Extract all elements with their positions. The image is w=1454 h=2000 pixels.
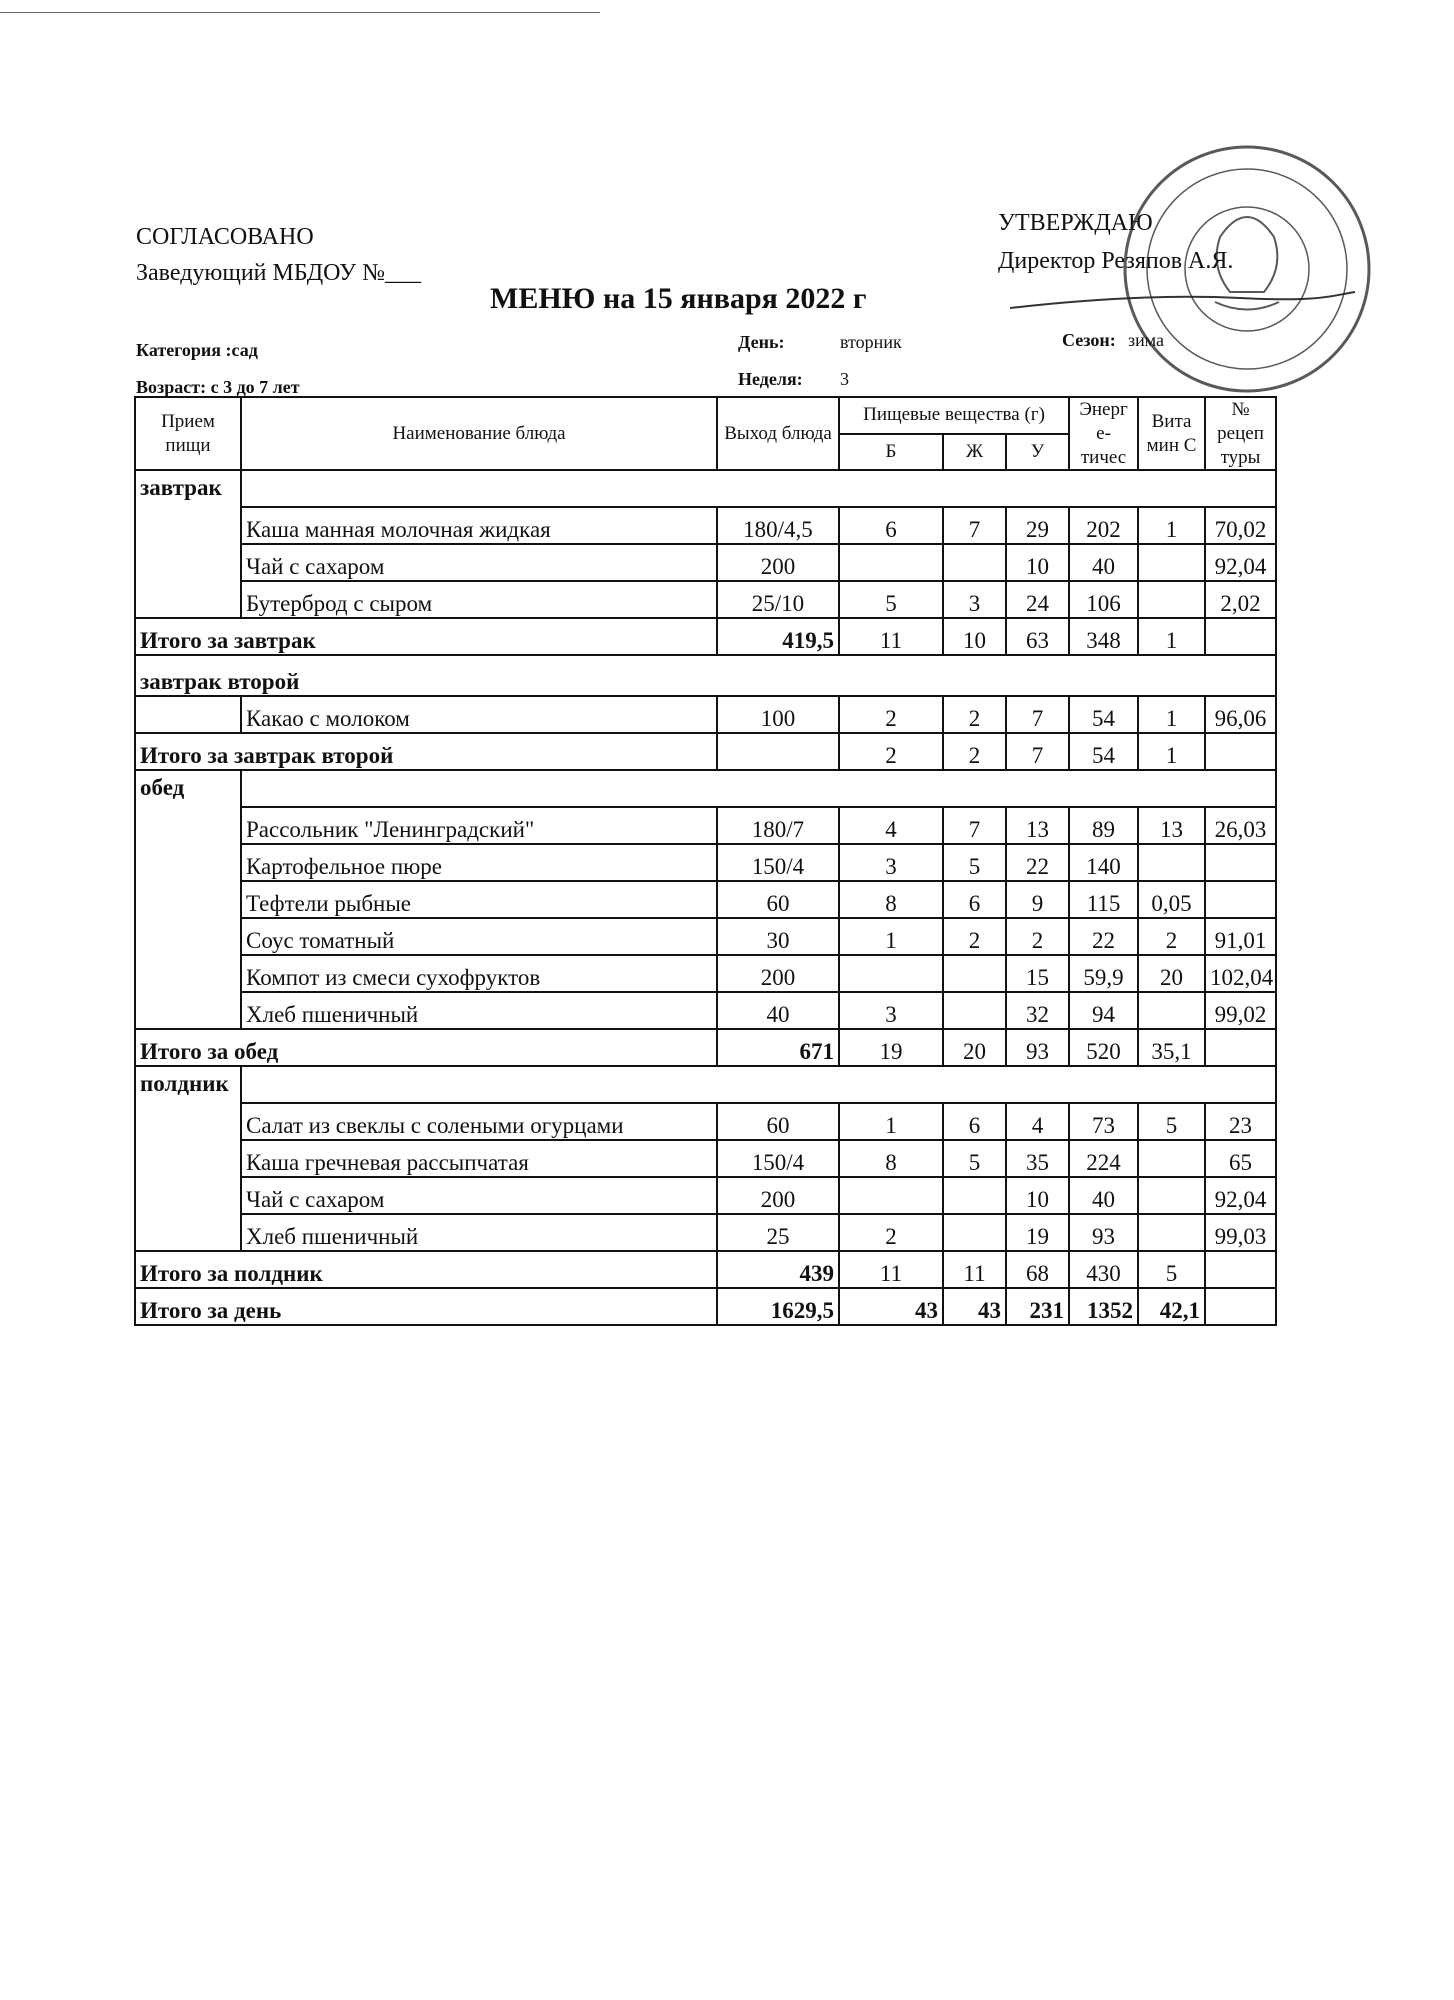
vitamin-c — [1138, 544, 1205, 581]
total-label: Итого за завтрак — [135, 618, 717, 655]
recipe-number: 26,03 — [1205, 807, 1276, 844]
vitamin-c: 13 — [1138, 807, 1205, 844]
empty-cell — [241, 470, 1276, 507]
energy: 202 — [1069, 507, 1138, 544]
table-row — [135, 696, 1276, 733]
fat: 3 — [943, 581, 1006, 618]
total-fat: 11 — [943, 1251, 1006, 1288]
vitamin-c: 20 — [1138, 955, 1205, 992]
scan-edge-line — [0, 12, 600, 13]
season-value: зима — [1128, 330, 1164, 350]
total-row — [135, 1029, 1276, 1066]
recipe-number: 96,06 — [1205, 696, 1276, 733]
dish-name: Картофельное пюре — [241, 844, 717, 881]
carbs: 29 — [1006, 507, 1069, 544]
energy: 106 — [1069, 581, 1138, 618]
table-row — [135, 507, 1276, 544]
yield: 180/4,5 — [717, 507, 839, 544]
recipe-number: 92,04 — [1205, 544, 1276, 581]
carbs: 10 — [1006, 1177, 1069, 1214]
dish-name: Хлеб пшеничный — [241, 992, 717, 1029]
week-value: 3 — [840, 369, 849, 389]
total-energy: 520 — [1069, 1029, 1138, 1066]
fat — [943, 992, 1006, 1029]
approve-label: УТВЕРЖДАЮ — [998, 210, 1153, 236]
day-total-protein: 43 — [839, 1288, 943, 1325]
dish-name: Салат из свеклы с солеными огурцами — [241, 1103, 717, 1140]
yield: 150/4 — [717, 1140, 839, 1177]
fat: 6 — [943, 881, 1006, 918]
dish-name: Каша гречневая рассыпчатая — [241, 1140, 717, 1177]
dish-name: Хлеб пшеничный — [241, 1214, 717, 1251]
total-yield: 439 — [717, 1251, 839, 1288]
section-row — [135, 1066, 1276, 1103]
table-row — [135, 844, 1276, 881]
recipe-number: 2,02 — [1205, 581, 1276, 618]
total-yield: 419,5 — [717, 618, 839, 655]
energy: 93 — [1069, 1214, 1138, 1251]
protein: 5 — [839, 581, 943, 618]
vitamin-c — [1138, 581, 1205, 618]
day-total-energy: 1352 — [1069, 1288, 1138, 1325]
total-protein: 19 — [839, 1029, 943, 1066]
col-header-dish: Наименование блюда — [241, 397, 717, 470]
table-row — [135, 1140, 1276, 1177]
col-header-protein: Б — [839, 434, 943, 471]
week-label: Неделя: — [738, 369, 803, 389]
section-row — [135, 655, 1276, 696]
total-recipe-number — [1205, 733, 1276, 770]
protein: 6 — [839, 507, 943, 544]
carbs: 19 — [1006, 1214, 1069, 1251]
total-recipe-number — [1205, 1029, 1276, 1066]
vitamin-c: 1 — [1138, 507, 1205, 544]
dish-name: Компот из смеси сухофруктов — [241, 955, 717, 992]
protein: 3 — [839, 992, 943, 1029]
recipe-number: 23 — [1205, 1103, 1276, 1140]
meal-label: завтрак второй — [135, 655, 1276, 696]
menu-table — [134, 396, 1277, 1326]
total-vitamin-c: 1 — [1138, 733, 1205, 770]
recipe-number: 99,03 — [1205, 1214, 1276, 1251]
season-label: Сезон: — [1062, 330, 1116, 350]
dish-name: Соус томатный — [241, 918, 717, 955]
total-vitamin-c: 5 — [1138, 1251, 1205, 1288]
yield: 180/7 — [717, 807, 839, 844]
table-header-row — [135, 397, 1276, 434]
total-fat: 10 — [943, 618, 1006, 655]
vitamin-c — [1138, 992, 1205, 1029]
table-row — [135, 1177, 1276, 1214]
total-energy: 348 — [1069, 618, 1138, 655]
meal-label: полдник — [135, 1066, 241, 1251]
col-header-vitamin-c: Вита мин С — [1138, 397, 1205, 470]
protein: 8 — [839, 1140, 943, 1177]
table-row — [135, 1214, 1276, 1251]
vitamin-c: 5 — [1138, 1103, 1205, 1140]
yield: 25/10 — [717, 581, 839, 618]
fat: 7 — [943, 807, 1006, 844]
vitamin-c — [1138, 844, 1205, 881]
energy: 40 — [1069, 544, 1138, 581]
yield: 30 — [717, 918, 839, 955]
table-row — [135, 544, 1276, 581]
empty-cell — [135, 696, 241, 733]
protein — [839, 544, 943, 581]
day-total-recipe-number — [1205, 1288, 1276, 1325]
yield: 40 — [717, 992, 839, 1029]
vitamin-c — [1138, 1177, 1205, 1214]
col-header-energy: Энерг е- тичес — [1069, 397, 1138, 470]
day-total-fat: 43 — [943, 1288, 1006, 1325]
total-vitamin-c: 1 — [1138, 618, 1205, 655]
total-fat: 20 — [943, 1029, 1006, 1066]
head-of-label: Заведующий МБДОУ №___ — [136, 260, 421, 286]
yield: 60 — [717, 881, 839, 918]
fat: 7 — [943, 507, 1006, 544]
table-row — [135, 918, 1276, 955]
energy: 89 — [1069, 807, 1138, 844]
table-row — [135, 881, 1276, 918]
protein: 1 — [839, 1103, 943, 1140]
protein: 2 — [839, 696, 943, 733]
total-row — [135, 618, 1276, 655]
fat — [943, 544, 1006, 581]
yield: 25 — [717, 1214, 839, 1251]
table-row — [135, 581, 1276, 618]
energy: 94 — [1069, 992, 1138, 1029]
dish-name: Какао с молоком — [241, 696, 717, 733]
total-carbs: 63 — [1006, 618, 1069, 655]
empty-cell — [241, 1066, 1276, 1103]
vitamin-c — [1138, 1214, 1205, 1251]
total-label: Итого за завтрак второй — [135, 733, 717, 770]
fat: 2 — [943, 696, 1006, 733]
table-row — [135, 955, 1276, 992]
total-yield — [717, 733, 839, 770]
energy: 140 — [1069, 844, 1138, 881]
vitamin-c: 0,05 — [1138, 881, 1205, 918]
total-carbs: 7 — [1006, 733, 1069, 770]
total-carbs: 68 — [1006, 1251, 1069, 1288]
table-row — [135, 992, 1276, 1029]
protein: 8 — [839, 881, 943, 918]
carbs: 10 — [1006, 544, 1069, 581]
carbs: 7 — [1006, 696, 1069, 733]
yield: 100 — [717, 696, 839, 733]
energy: 22 — [1069, 918, 1138, 955]
table-row — [135, 1103, 1276, 1140]
empty-cell — [241, 770, 1276, 807]
yield: 60 — [717, 1103, 839, 1140]
official-stamp — [1120, 142, 1375, 397]
total-label: Итого за обед — [135, 1029, 717, 1066]
fat: 6 — [943, 1103, 1006, 1140]
fat — [943, 1177, 1006, 1214]
recipe-number — [1205, 881, 1276, 918]
carbs: 15 — [1006, 955, 1069, 992]
col-header-meal: Прием пищи — [135, 397, 241, 470]
page-title: МЕНЮ на 15 января 2022 г — [490, 282, 867, 315]
day-total-label: Итого за день — [135, 1288, 717, 1325]
yield: 200 — [717, 544, 839, 581]
vitamin-c — [1138, 1140, 1205, 1177]
dish-name: Рассольник "Ленинградский" — [241, 807, 717, 844]
col-header-carbs: У — [1006, 434, 1069, 471]
carbs: 2 — [1006, 918, 1069, 955]
protein — [839, 1177, 943, 1214]
col-header-nutrients: Пищевые вещества (г) — [839, 397, 1069, 434]
recipe-number: 92,04 — [1205, 1177, 1276, 1214]
table-row — [135, 807, 1276, 844]
yield: 200 — [717, 955, 839, 992]
director-label: Директор Резяпов А.Я. — [998, 248, 1234, 274]
col-header-recipe: № рецеп туры — [1205, 397, 1276, 470]
fat: 5 — [943, 844, 1006, 881]
vitamin-c: 1 — [1138, 696, 1205, 733]
carbs: 13 — [1006, 807, 1069, 844]
section-row — [135, 470, 1276, 507]
meal-label: завтрак — [135, 470, 241, 618]
day-total-yield: 1629,5 — [717, 1288, 839, 1325]
meal-label: обед — [135, 770, 241, 1029]
protein: 4 — [839, 807, 943, 844]
protein — [839, 955, 943, 992]
recipe-number: 70,02 — [1205, 507, 1276, 544]
category-label: Категория :сад — [136, 340, 258, 360]
carbs: 24 — [1006, 581, 1069, 618]
total-row — [135, 1251, 1276, 1288]
recipe-number — [1205, 844, 1276, 881]
energy: 224 — [1069, 1140, 1138, 1177]
energy: 59,9 — [1069, 955, 1138, 992]
recipe-number: 99,02 — [1205, 992, 1276, 1029]
col-header-fat: Ж — [943, 434, 1006, 471]
day-label: День: — [738, 332, 785, 352]
carbs: 22 — [1006, 844, 1069, 881]
yield: 200 — [717, 1177, 839, 1214]
total-recipe-number — [1205, 1251, 1276, 1288]
total-protein: 2 — [839, 733, 943, 770]
protein: 3 — [839, 844, 943, 881]
dish-name: Тефтели рыбные — [241, 881, 717, 918]
energy: 54 — [1069, 696, 1138, 733]
fat: 5 — [943, 1140, 1006, 1177]
protein: 1 — [839, 918, 943, 955]
total-recipe-number — [1205, 618, 1276, 655]
total-row — [135, 733, 1276, 770]
total-protein: 11 — [839, 618, 943, 655]
energy: 73 — [1069, 1103, 1138, 1140]
recipe-number: 91,01 — [1205, 918, 1276, 955]
day-total-carbs: 231 — [1006, 1288, 1069, 1325]
dish-name: Каша манная молочная жидкая — [241, 507, 717, 544]
total-protein: 11 — [839, 1251, 943, 1288]
day-total-vitamin-c: 42,1 — [1138, 1288, 1205, 1325]
total-yield: 671 — [717, 1029, 839, 1066]
dish-name: Чай с сахаром — [241, 1177, 717, 1214]
total-label: Итого за полдник — [135, 1251, 717, 1288]
carbs: 35 — [1006, 1140, 1069, 1177]
total-energy: 54 — [1069, 733, 1138, 770]
carbs: 9 — [1006, 881, 1069, 918]
yield: 150/4 — [717, 844, 839, 881]
carbs: 32 — [1006, 992, 1069, 1029]
recipe-number: 65 — [1205, 1140, 1276, 1177]
recipe-number: 102,04 — [1205, 955, 1276, 992]
total-fat: 2 — [943, 733, 1006, 770]
age-label: Возраст: с 3 до 7 лет — [136, 377, 300, 397]
fat — [943, 1214, 1006, 1251]
protein: 2 — [839, 1214, 943, 1251]
day-value: вторник — [840, 332, 902, 352]
total-carbs: 93 — [1006, 1029, 1069, 1066]
agreed-label: СОГЛАСОВАНО — [136, 224, 314, 250]
col-header-yield: Выход блюда — [717, 397, 839, 470]
dish-name: Бутерброд с сыром — [241, 581, 717, 618]
day-total-row — [135, 1288, 1276, 1325]
energy: 40 — [1069, 1177, 1138, 1214]
carbs: 4 — [1006, 1103, 1069, 1140]
total-vitamin-c: 35,1 — [1138, 1029, 1205, 1066]
vitamin-c: 2 — [1138, 918, 1205, 955]
energy: 115 — [1069, 881, 1138, 918]
fat — [943, 955, 1006, 992]
dish-name: Чай с сахаром — [241, 544, 717, 581]
section-row — [135, 770, 1276, 807]
fat: 2 — [943, 918, 1006, 955]
total-energy: 430 — [1069, 1251, 1138, 1288]
